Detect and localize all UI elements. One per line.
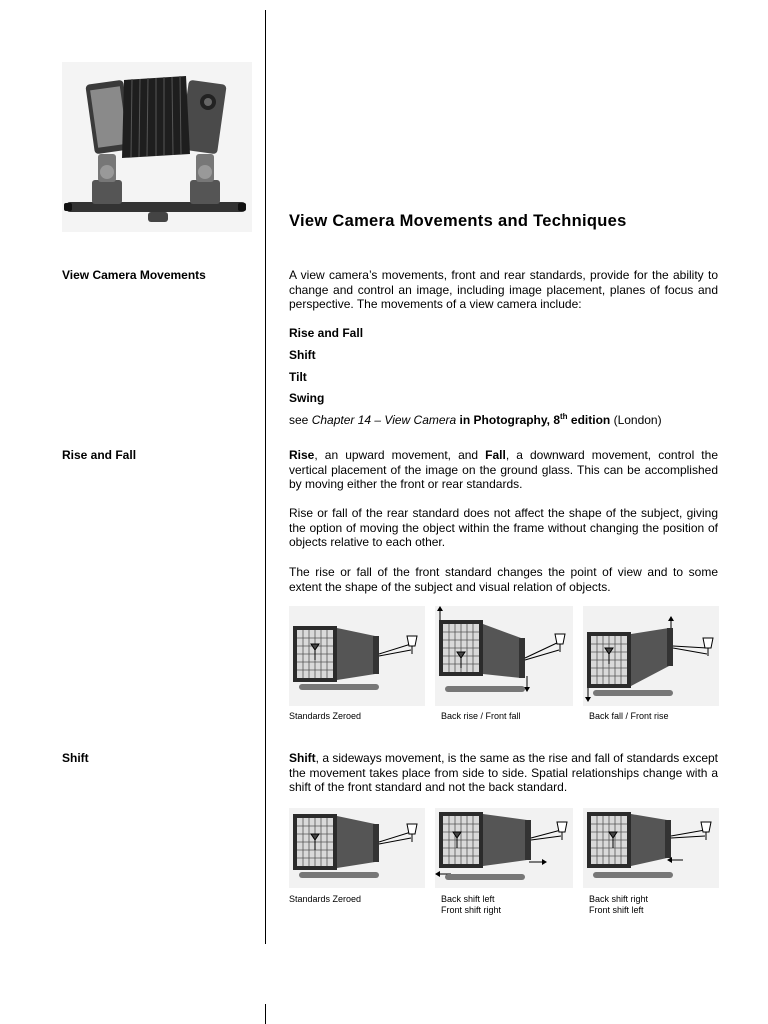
rise-fall-paragraph-2: Rise or fall of the rear standard does not affect the shape of the subject, giving the option of moving the object within the frame without changing the position of objects relative to each other.	[289, 506, 718, 550]
reference-chapter: Chapter 14 – View Camera	[311, 413, 457, 427]
movement-item-rise-fall: Rise and Fall	[289, 326, 364, 340]
figure-back-shift-left	[435, 808, 573, 888]
column-divider-bottom	[265, 1004, 266, 1024]
figure-back-shift-right	[583, 808, 719, 888]
reference-place: (London)	[610, 413, 662, 427]
reference-superscript: th	[560, 412, 568, 421]
view-camera-photo	[62, 62, 252, 232]
figure-back-rise-front-fall	[435, 606, 573, 706]
caption-standards-zeroed: Standards Zeroed	[289, 711, 362, 721]
movement-item-shift: Shift	[289, 348, 316, 362]
reference-edition: edition	[567, 413, 611, 427]
caption-line: Front shift left	[589, 905, 644, 915]
rise-fall-text: , an upward movement, and	[314, 448, 486, 462]
reference-see: see	[289, 413, 312, 427]
figure-back-fall-front-rise	[583, 606, 719, 706]
section-heading-shift: Shift	[62, 751, 89, 765]
rise-fall-text-rest: , a downward movement, control the vertical placement of the image on the ground glass. This can be accomplished by moving either the front or rear standards.	[289, 448, 718, 492]
caption-line: Back shift left	[441, 894, 495, 904]
book-reference	[289, 412, 662, 427]
section-heading-movements: View Camera Movements	[62, 268, 206, 282]
fall-term: Fall	[485, 448, 506, 462]
movement-item-swing: Swing	[289, 391, 325, 405]
caption-back-shift-left	[441, 894, 501, 916]
caption-line: Back shift right	[589, 894, 649, 904]
section-heading-rise-fall: Rise and Fall	[62, 448, 137, 462]
shift-term: Shift	[289, 751, 316, 765]
reference-book: in Photography, 8	[456, 413, 560, 427]
movement-item-tilt: Tilt	[289, 370, 307, 384]
figure-standards-zeroed	[289, 606, 425, 706]
rise-fall-paragraph-1	[289, 448, 718, 492]
caption-back-shift-right	[589, 894, 648, 916]
caption-shift-zeroed: Standards Zeroed	[289, 894, 362, 904]
rise-term: Rise	[289, 448, 315, 462]
column-divider	[265, 10, 266, 944]
shift-text: , a sideways movement, is the same as the rise and fall of standards except the movement takes place from side to side. Spatial relationships change with a shift of the front standard and not the back standard.	[289, 751, 718, 795]
movements-intro: A view camera’s movements, front and rear standards, provide for the ability to change and control an image, including image placement, planes of focus and perspective. The movements of a view camera include:	[289, 268, 718, 312]
caption-back-rise-front-fall: Back rise / Front fall	[441, 711, 521, 721]
shift-paragraph	[289, 751, 718, 795]
page-title: View Camera Movements and Techniques	[289, 212, 627, 230]
rise-fall-paragraph-3: The rise or fall of the front standard changes the point of view and to some extent the shape of the subject and visual relation of objects.	[289, 565, 718, 594]
figure-shift-zeroed	[289, 808, 425, 888]
caption-line: Front shift right	[441, 905, 502, 915]
caption-back-fall-front-rise: Back fall / Front rise	[589, 711, 669, 721]
